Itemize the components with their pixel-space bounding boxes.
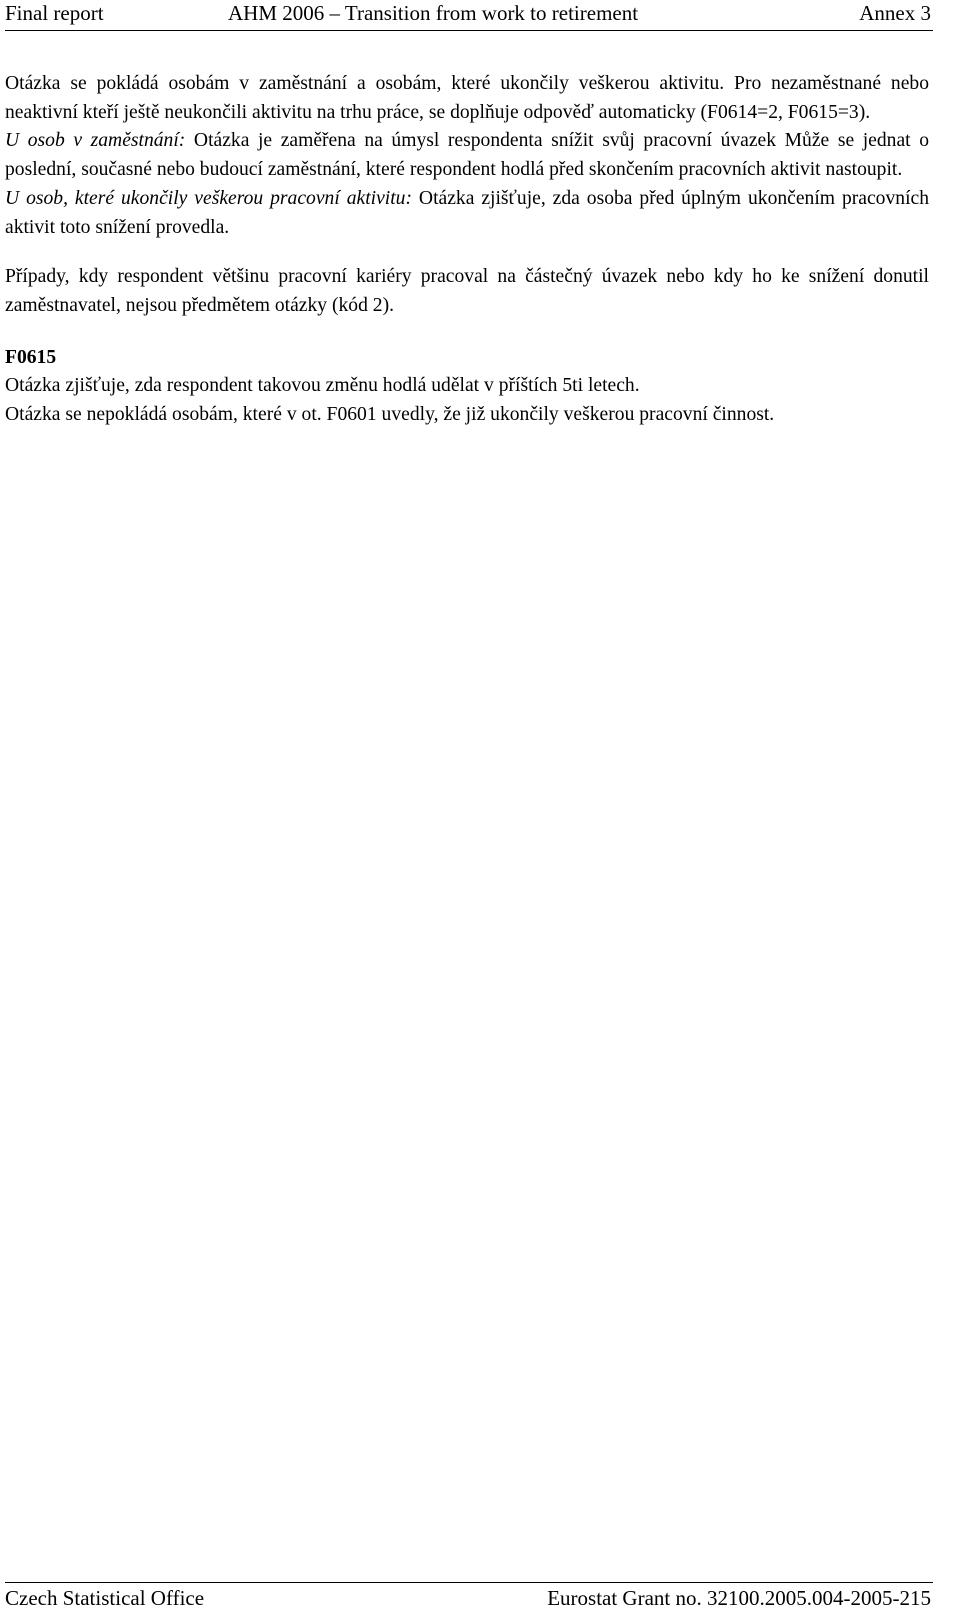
paragraph-employed [5, 127, 929, 184]
paragraph-retired [5, 185, 929, 242]
retired-label: U osob, které ukončily veškerou pracovní aktivitu: [5, 187, 412, 209]
question-code-heading: F0615 [5, 346, 57, 368]
footer-grant-number: Eurostat Grant no. 32100.2005.004-2005-215 [547, 1586, 931, 1610]
paragraph-f0615-skip: Otázka se nepokládá osobám, které v ot. F0601 uvedly, že již ukončily veškerou pracovní činnost. [5, 404, 775, 426]
header-annex-label: Annex 3 [859, 1, 931, 25]
document-body [5, 70, 929, 430]
employed-text: Otázka je zaměřena na úmysl respondenta snížit svůj pracovní úvazek Může se jednat o poslední, současné nebo budoucí zaměstnání, které respondent hodlá před skončením pracovních aktivit nastoupit. [5, 130, 929, 181]
header-document-title: AHM 2006 – Transition from work to retirement [228, 1, 639, 25]
retired-text: Otázka zjišťuje, zda osoba před úplným ukončením pracovních aktivit toto snížení provedla. [5, 187, 930, 238]
f0615-description: Otázka zjišťuje, zda respondent takovou změnu hodlá udělat v příštích 5ti letech. [5, 375, 640, 397]
footer-organization: Czech Statistical Office [5, 1586, 205, 1610]
paragraph-question-scope: Otázka se pokládá osobám v zaměstnání a osobám, které ukončily veškerou aktivitu. Pro nezaměstnané nebo neaktivní kteří ještě neukončili aktivitu na trhu práce, se doplňuje odpověď automaticky (F0614=2, F0615=3). [5, 73, 929, 123]
employed-label: U osob v zaměstnání: [5, 130, 186, 152]
page-header [5, 0, 933, 31]
header-report-title: Final report [5, 1, 104, 25]
section-f0615 [5, 344, 929, 401]
page-footer [5, 1582, 933, 1613]
paragraph-exclusions: Případy, kdy respondent většinu pracovní kariéry pracoval na částečný úvazek nebo kdy ho ke snížení donutil zaměstnavatel, nejsou předmětem otázky (kód 2). [5, 266, 929, 316]
